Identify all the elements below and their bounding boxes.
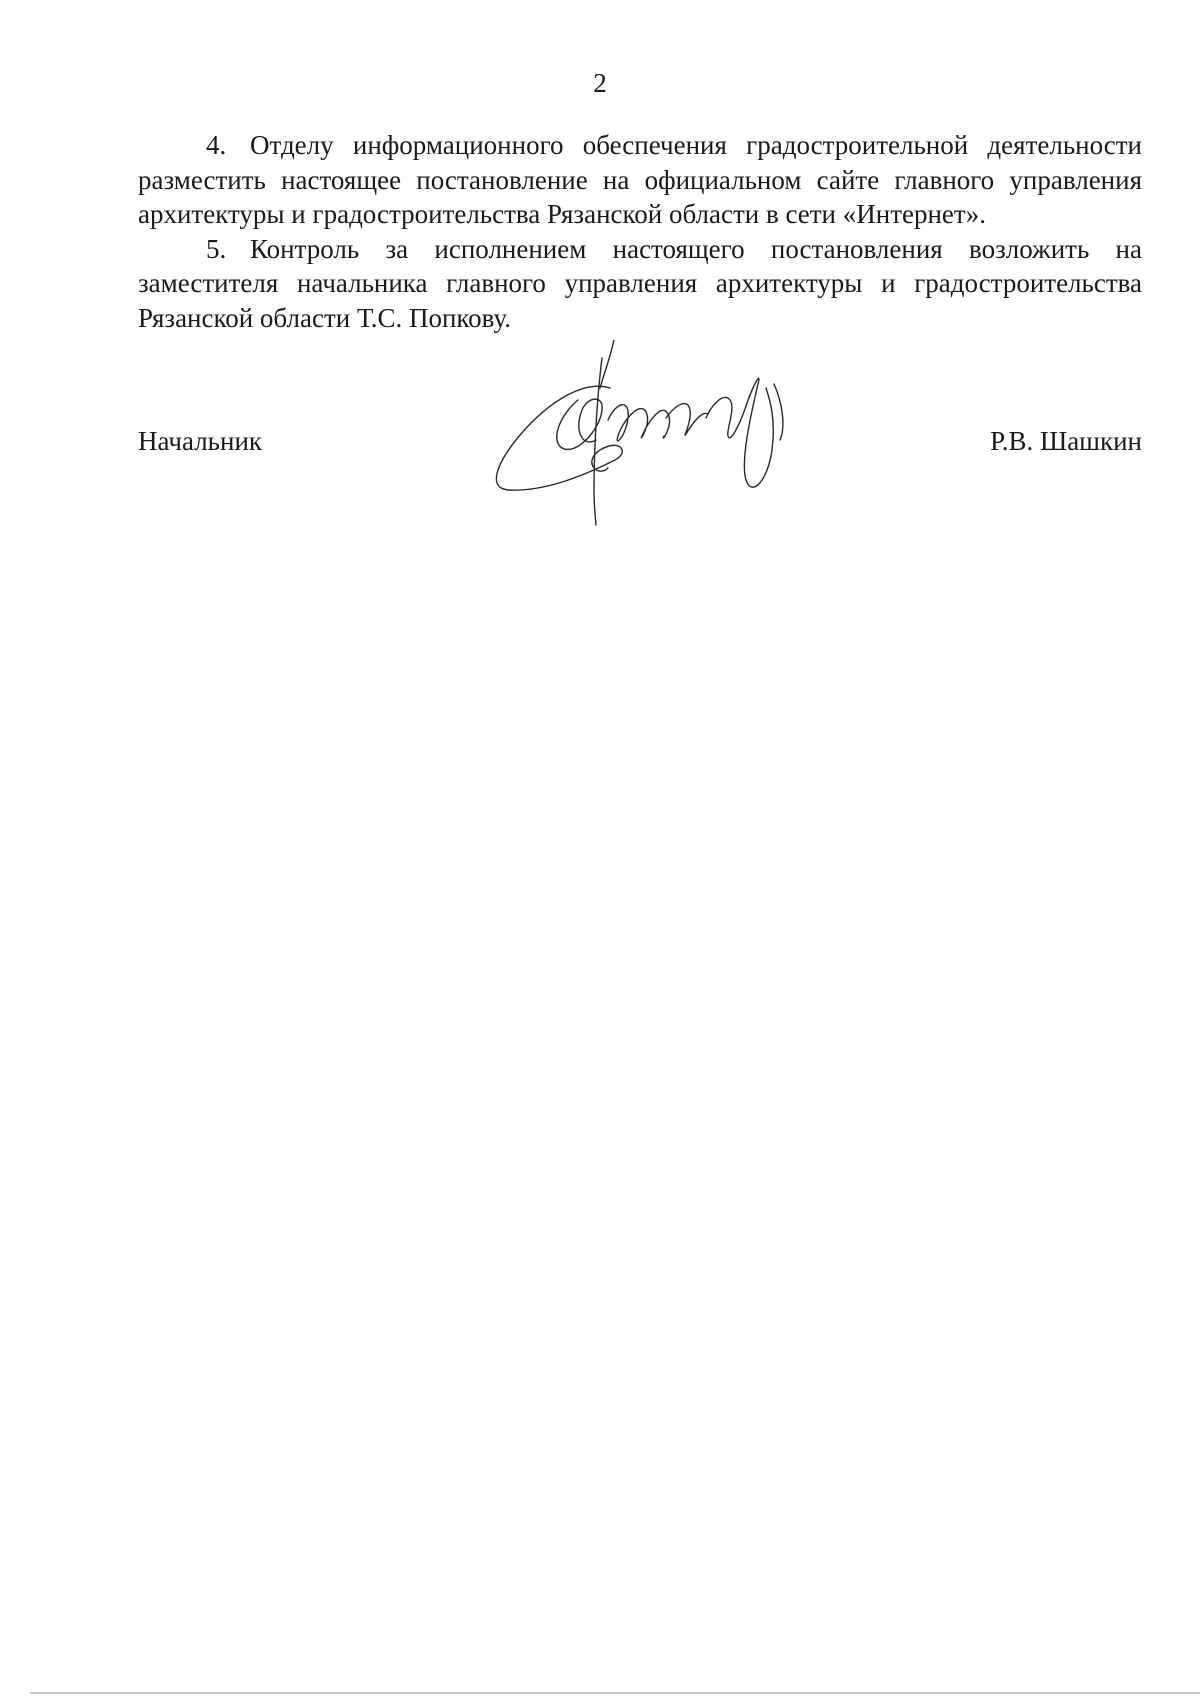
paragraph-4 <box>138 128 1142 232</box>
handwritten-signature-icon <box>490 340 830 530</box>
document-body <box>138 128 1142 336</box>
paragraph-text: Контроль за исполнением настоящего постановления возложить на заместителя начальника главного управления архитектуры и градостроительства Рязанской области Т.С. Попкову. <box>138 233 1142 333</box>
signatory-position: Начальник <box>138 426 263 456</box>
paragraph-text: Отделу информационного обеспечения градостроительной деятельности разместить настоящее постановление на официальном сайте главного управления архитектуры и градостроительства Рязанской области в сети «Интернет». <box>138 130 1142 230</box>
signatory-name: Р.В. Шашкин <box>990 426 1142 456</box>
page-bottom-edge <box>30 1692 1200 1694</box>
page-number: 2 <box>593 68 607 98</box>
paragraph-number: 4. <box>206 130 227 160</box>
paragraph-number: 5. <box>206 233 227 264</box>
paragraph-5 <box>138 232 1142 336</box>
